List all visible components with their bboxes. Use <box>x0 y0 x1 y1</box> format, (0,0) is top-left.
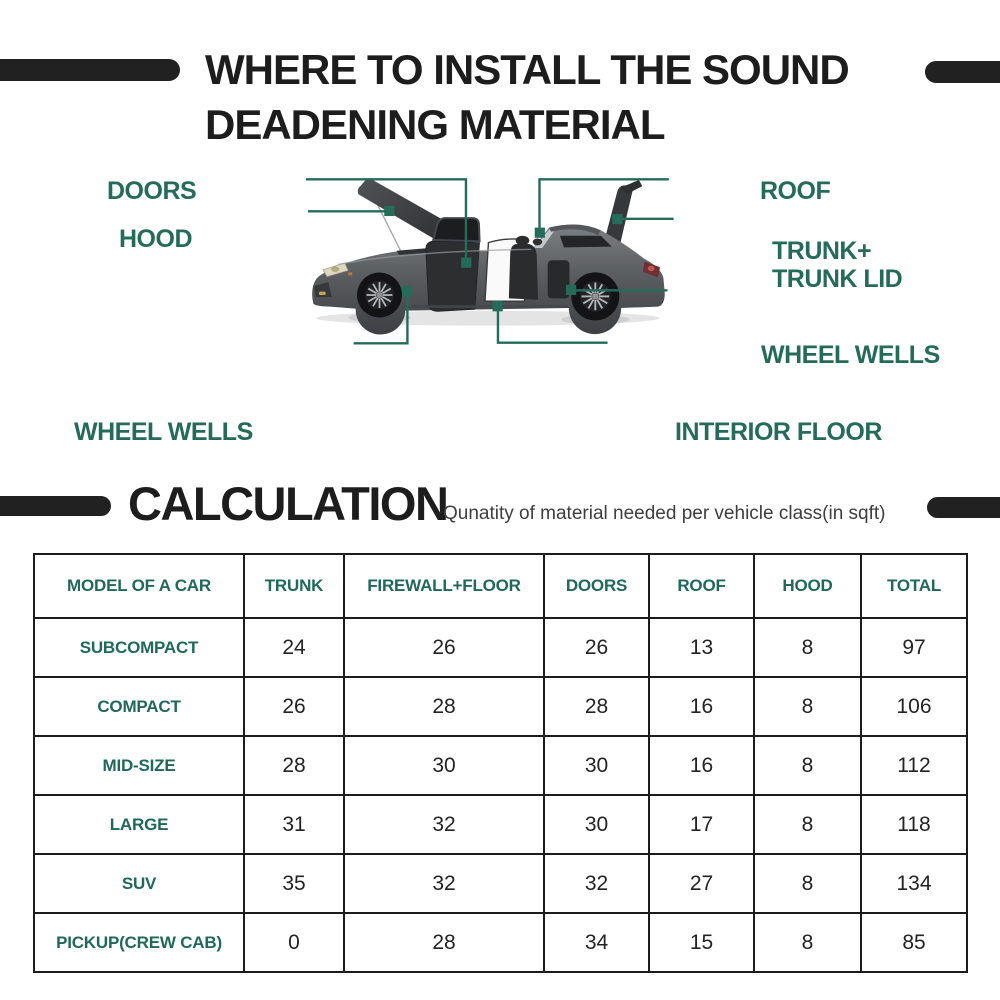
cell-trunk: 0 <box>244 913 344 972</box>
cell-trunk: 35 <box>244 854 344 913</box>
row-model-label: PICKUP(CREW CAB) <box>34 913 244 972</box>
table-row <box>34 736 967 795</box>
cell-firewall-floor: 30 <box>344 736 544 795</box>
row-model-label: SUBCOMPACT <box>34 618 244 677</box>
cell-total: 118 <box>861 795 967 854</box>
roof-marker <box>535 228 545 238</box>
wheel-wells-left-marker <box>402 286 412 296</box>
row-model-label: LARGE <box>34 795 244 854</box>
table-row <box>34 854 967 913</box>
cell-trunk: 26 <box>244 677 344 736</box>
cell-firewall-floor: 28 <box>344 913 544 972</box>
label-trunk <box>772 237 902 293</box>
cell-doors: 30 <box>544 795 649 854</box>
material-table <box>33 553 968 973</box>
cell-roof: 13 <box>649 618 754 677</box>
row-model-label: COMPACT <box>34 677 244 736</box>
col-header-firewall-floor: FIREWALL+FLOOR <box>344 554 544 618</box>
cell-trunk: 24 <box>244 618 344 677</box>
wheel-wells-right-marker <box>566 285 576 295</box>
table-header-row <box>34 554 967 618</box>
page-title-line2: DEADENING MATERIAL <box>205 101 665 148</box>
col-header-trunk: TRUNK <box>244 554 344 618</box>
calculation-right-bar <box>927 497 1000 518</box>
cell-roof: 17 <box>649 795 754 854</box>
cell-roof: 16 <box>649 677 754 736</box>
cell-total: 112 <box>861 736 967 795</box>
col-header-roof: ROOF <box>649 554 754 618</box>
cell-trunk: 31 <box>244 795 344 854</box>
label-trunk-line1: TRUNK+ <box>772 237 872 265</box>
table-row <box>34 618 967 677</box>
cell-doors: 32 <box>544 854 649 913</box>
cell-roof: 27 <box>649 854 754 913</box>
row-model-label: SUV <box>34 854 244 913</box>
page-title <box>205 42 849 152</box>
hood-marker <box>384 206 394 216</box>
label-doors: DOORS <box>107 177 197 205</box>
cell-hood: 8 <box>754 736 861 795</box>
cell-firewall-floor: 32 <box>344 795 544 854</box>
table-row <box>34 913 967 972</box>
cell-total: 134 <box>861 854 967 913</box>
cell-total: 106 <box>861 677 967 736</box>
calculation-subtitle: Qunatity of material needed per vehicle class(in sqft) <box>443 503 886 524</box>
roof-callout-line <box>539 179 668 230</box>
title-left-bar <box>0 59 180 81</box>
cell-firewall-floor: 32 <box>344 854 544 913</box>
cell-hood: 8 <box>754 913 861 972</box>
label-wheel-wells-right: WHEEL WELLS <box>761 341 940 369</box>
cell-firewall-floor: 28 <box>344 677 544 736</box>
cell-hood: 8 <box>754 795 861 854</box>
label-wheel-wells-left: WHEEL WELLS <box>74 418 253 446</box>
cell-trunk: 28 <box>244 736 344 795</box>
col-header-model: MODEL OF A CAR <box>34 554 244 618</box>
table-body <box>34 618 967 972</box>
cell-total: 85 <box>861 913 967 972</box>
trunk-marker <box>612 214 622 224</box>
cell-hood: 8 <box>754 677 861 736</box>
interior-floor-marker <box>493 301 503 311</box>
label-trunk-line2: TRUNK LID <box>772 265 903 293</box>
table-row <box>34 677 967 736</box>
car-diagram <box>0 150 1000 470</box>
calculation-heading: CALCULATION <box>128 477 448 530</box>
cell-doors: 34 <box>544 913 649 972</box>
row-model-label: MID-SIZE <box>34 736 244 795</box>
label-hood: HOOD <box>119 225 192 253</box>
table-row <box>34 795 967 854</box>
col-header-hood: HOOD <box>754 554 861 618</box>
col-header-total: TOTAL <box>861 554 967 618</box>
doors-marker <box>461 258 471 268</box>
cell-firewall-floor: 26 <box>344 618 544 677</box>
calculation-left-bar <box>0 496 111 516</box>
label-interior-floor: INTERIOR FLOOR <box>675 418 882 446</box>
page-title-line1: WHERE TO INSTALL THE SOUND <box>205 46 849 93</box>
cell-doors: 26 <box>544 618 649 677</box>
cell-hood: 8 <box>754 854 861 913</box>
cell-hood: 8 <box>754 618 861 677</box>
cell-doors: 28 <box>544 677 649 736</box>
title-right-bar <box>925 61 1000 83</box>
cell-doors: 30 <box>544 736 649 795</box>
cell-roof: 15 <box>649 913 754 972</box>
col-header-doors: DOORS <box>544 554 649 618</box>
cell-roof: 16 <box>649 736 754 795</box>
cell-total: 97 <box>861 618 967 677</box>
car-photo-group <box>312 179 665 335</box>
label-roof: ROOF <box>760 177 831 205</box>
